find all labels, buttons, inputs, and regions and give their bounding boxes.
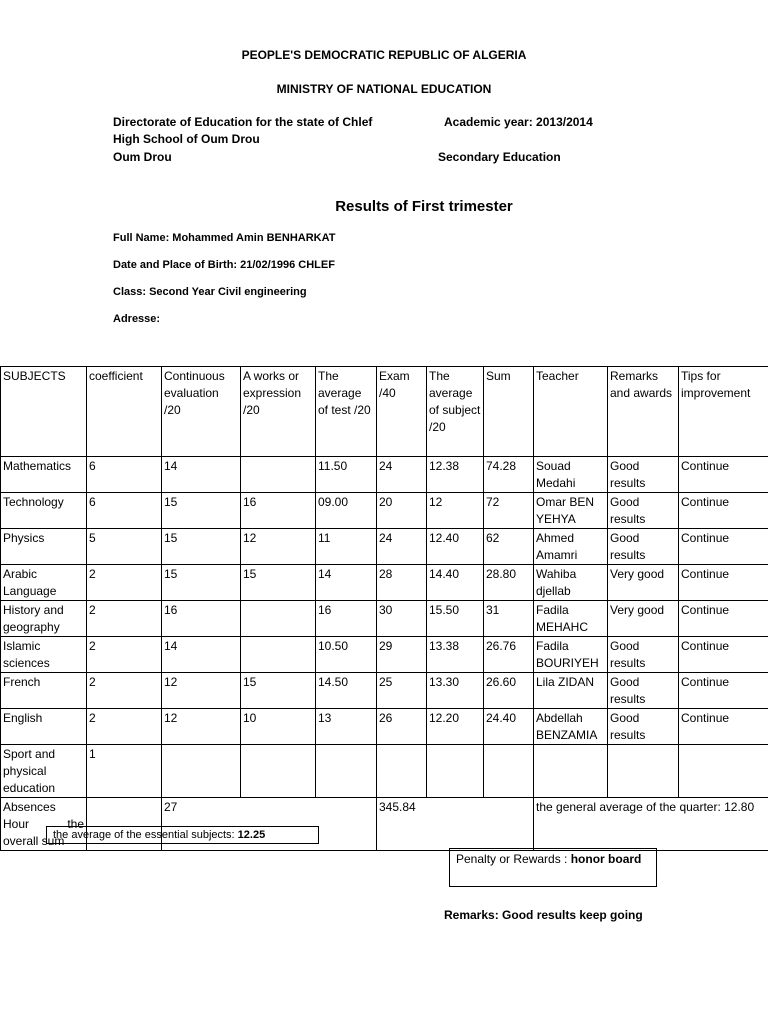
town-line: Oum Drou	[113, 150, 172, 164]
cell-teacher: Fadila MEHAHC	[534, 601, 608, 637]
penalty-value: honor board	[570, 852, 642, 866]
cell-subject-average: 12	[427, 493, 484, 529]
cell-exam	[377, 745, 427, 798]
cell-subject-average: 12.38	[427, 457, 484, 493]
cell-subject: French	[1, 673, 87, 709]
cell-subject: Islamic sciences	[1, 637, 87, 673]
cell-teacher: Ahmed Amamri	[534, 529, 608, 565]
cell-exam: 20	[377, 493, 427, 529]
cell-remarks: Good results	[608, 637, 679, 673]
table-row	[1, 565, 768, 601]
table-row	[1, 601, 768, 637]
cell-test-average: 11	[316, 529, 377, 565]
cell-coefficient: 2	[87, 637, 162, 673]
cell-exam: 30	[377, 601, 427, 637]
cell-subject-average: 13.38	[427, 637, 484, 673]
cell-coefficient: 2	[87, 601, 162, 637]
cell-works: 15	[241, 673, 316, 709]
cell-coefficient: 2	[87, 565, 162, 601]
cell-remarks: Good results	[608, 673, 679, 709]
overall-sum: 345.84	[377, 798, 534, 851]
table-row	[1, 709, 768, 745]
cell-sum: 62	[484, 529, 534, 565]
cell-sum: 24.40	[484, 709, 534, 745]
grades-table	[0, 366, 768, 851]
cell-remarks: Good results	[608, 529, 679, 565]
education-level: Secondary Education	[438, 150, 561, 164]
cell-teacher: Wahiba djellab	[534, 565, 608, 601]
table-row	[1, 493, 768, 529]
cell-remarks: Very good	[608, 601, 679, 637]
header-tips: Tips for improvement	[679, 367, 768, 457]
cell-test-average: 16	[316, 601, 377, 637]
cell-coefficient: 2	[87, 709, 162, 745]
cell-subject: History and geography	[1, 601, 87, 637]
cell-test-average: 14.50	[316, 673, 377, 709]
cell-tips: Continue	[679, 457, 768, 493]
document-title: Results of First trimester	[335, 198, 513, 215]
penalty-box	[449, 848, 657, 887]
cell-tips: Continue	[679, 637, 768, 673]
cell-subject: Physics	[1, 529, 87, 565]
cell-remarks: Good results	[608, 457, 679, 493]
cell-teacher: Abdellah BENZAMIA	[534, 709, 608, 745]
cell-tips: Continue	[679, 529, 768, 565]
header-row	[1, 367, 768, 457]
cell-sum: 74.28	[484, 457, 534, 493]
cell-works: 10	[241, 709, 316, 745]
cell-test-average: 10.50	[316, 637, 377, 673]
cell-sum: 72	[484, 493, 534, 529]
header-remarks: Remarks and awards	[608, 367, 679, 457]
cell-works	[241, 457, 316, 493]
table-row	[1, 745, 768, 798]
cell-exam: 24	[377, 457, 427, 493]
cell-continuous-eval: 12	[162, 673, 241, 709]
cell-exam: 28	[377, 565, 427, 601]
cell-teacher: Omar BEN YEHYA	[534, 493, 608, 529]
header-continuous-eval: Continuous evaluation /20	[162, 367, 241, 457]
country-heading: PEOPLE'S DEMOCRATIC REPUBLIC OF ALGERIA	[241, 48, 527, 62]
cell-teacher: Souad Medahi	[534, 457, 608, 493]
cell-test-average: 11.50	[316, 457, 377, 493]
grades-body	[1, 367, 768, 851]
table-row	[1, 637, 768, 673]
cell-continuous-eval: 15	[162, 529, 241, 565]
cell-remarks: Good results	[608, 493, 679, 529]
student-class: Class: Second Year Civil engineering	[113, 286, 307, 298]
cell-subject: English	[1, 709, 87, 745]
cell-coefficient: 2	[87, 673, 162, 709]
cell-continuous-eval	[162, 745, 241, 798]
cell-coefficient: 5	[87, 529, 162, 565]
remarks-line: Remarks: Good results keep going	[444, 908, 643, 922]
table-row	[1, 457, 768, 493]
cell-works	[241, 637, 316, 673]
table-row	[1, 529, 768, 565]
essential-average-label: the average of the essential subjects:	[53, 829, 238, 841]
student-birth: Date and Place of Birth: 21/02/1996 CHLEF	[113, 259, 335, 271]
absences-label: Absences Hour the overall sum	[1, 798, 87, 851]
school-line: High School of Oum Drou	[113, 132, 260, 146]
cell-subject: Arabic Language	[1, 565, 87, 601]
header-test-average: The average of test /20	[316, 367, 377, 457]
cell-exam: 25	[377, 673, 427, 709]
cell-coefficient: 6	[87, 457, 162, 493]
header-works: A works or expression /20	[241, 367, 316, 457]
general-average: the general average of the quarter: 12.80	[534, 798, 768, 851]
cell-tips	[679, 745, 768, 798]
directorate-line: Directorate of Education for the state of Chlef	[113, 115, 373, 129]
cell-subject: Mathematics	[1, 457, 87, 493]
penalty-label: Penalty or Rewards :	[456, 852, 571, 866]
cell-test-average	[316, 745, 377, 798]
header-coefficient: coefficient	[87, 367, 162, 457]
ministry-heading: MINISTRY OF NATIONAL EDUCATION	[276, 82, 492, 96]
cell-continuous-eval: 15	[162, 565, 241, 601]
cell-tips: Continue	[679, 565, 768, 601]
cell-sum: 28.80	[484, 565, 534, 601]
header-exam: Exam /40	[377, 367, 427, 457]
cell-sum: 31	[484, 601, 534, 637]
cell-subject-average: 14.40	[427, 565, 484, 601]
essential-average-box	[46, 826, 319, 844]
cell-tips: Continue	[679, 601, 768, 637]
header-sum: Sum	[484, 367, 534, 457]
cell-exam: 29	[377, 637, 427, 673]
cell-sum: 26.60	[484, 673, 534, 709]
cell-works: 12	[241, 529, 316, 565]
cell-subject: Technology	[1, 493, 87, 529]
cell-coefficient: 1	[87, 745, 162, 798]
cell-works: 15	[241, 565, 316, 601]
cell-subject-average	[427, 745, 484, 798]
absences-value: 27	[162, 798, 377, 851]
cell-continuous-eval: 12	[162, 709, 241, 745]
cell-exam: 26	[377, 709, 427, 745]
cell-tips: Continue	[679, 709, 768, 745]
table-row	[1, 673, 768, 709]
cell-sum: 26.76	[484, 637, 534, 673]
cell-subject-average: 12.40	[427, 529, 484, 565]
header-subject-average: The average of subject /20	[427, 367, 484, 457]
cell-continuous-eval: 15	[162, 493, 241, 529]
cell-continuous-eval: 14	[162, 457, 241, 493]
cell-tips: Continue	[679, 493, 768, 529]
academic-year: Academic year: 2013/2014	[444, 115, 593, 129]
cell-remarks: Good results	[608, 709, 679, 745]
cell-exam: 24	[377, 529, 427, 565]
cell-works	[241, 745, 316, 798]
cell-teacher: Lila ZIDAN	[534, 673, 608, 709]
header-subject: SUBJECTS	[1, 367, 87, 457]
cell-test-average: 09.00	[316, 493, 377, 529]
cell-works: 16	[241, 493, 316, 529]
cell-subject-average: 12.20	[427, 709, 484, 745]
cell-continuous-eval: 16	[162, 601, 241, 637]
cell-test-average: 14	[316, 565, 377, 601]
cell-works	[241, 601, 316, 637]
cell-remarks: Very good	[608, 565, 679, 601]
student-full-name: Full Name: Mohammed Amin BENHARKAT	[113, 232, 336, 244]
header-teacher: Teacher	[534, 367, 608, 457]
cell-continuous-eval: 14	[162, 637, 241, 673]
cell-remarks	[608, 745, 679, 798]
cell-teacher	[534, 745, 608, 798]
cell-tips: Continue	[679, 673, 768, 709]
cell-subject-average: 15.50	[427, 601, 484, 637]
student-address: Adresse:	[113, 313, 161, 325]
essential-average-value: 12.25	[237, 829, 266, 841]
cell-subject-average: 13.30	[427, 673, 484, 709]
cell-test-average: 13	[316, 709, 377, 745]
cell-sum	[484, 745, 534, 798]
cell-coefficient: 6	[87, 493, 162, 529]
cell-teacher: Fadila BOURIYEH	[534, 637, 608, 673]
cell-subject: Sport and physical education	[1, 745, 87, 798]
